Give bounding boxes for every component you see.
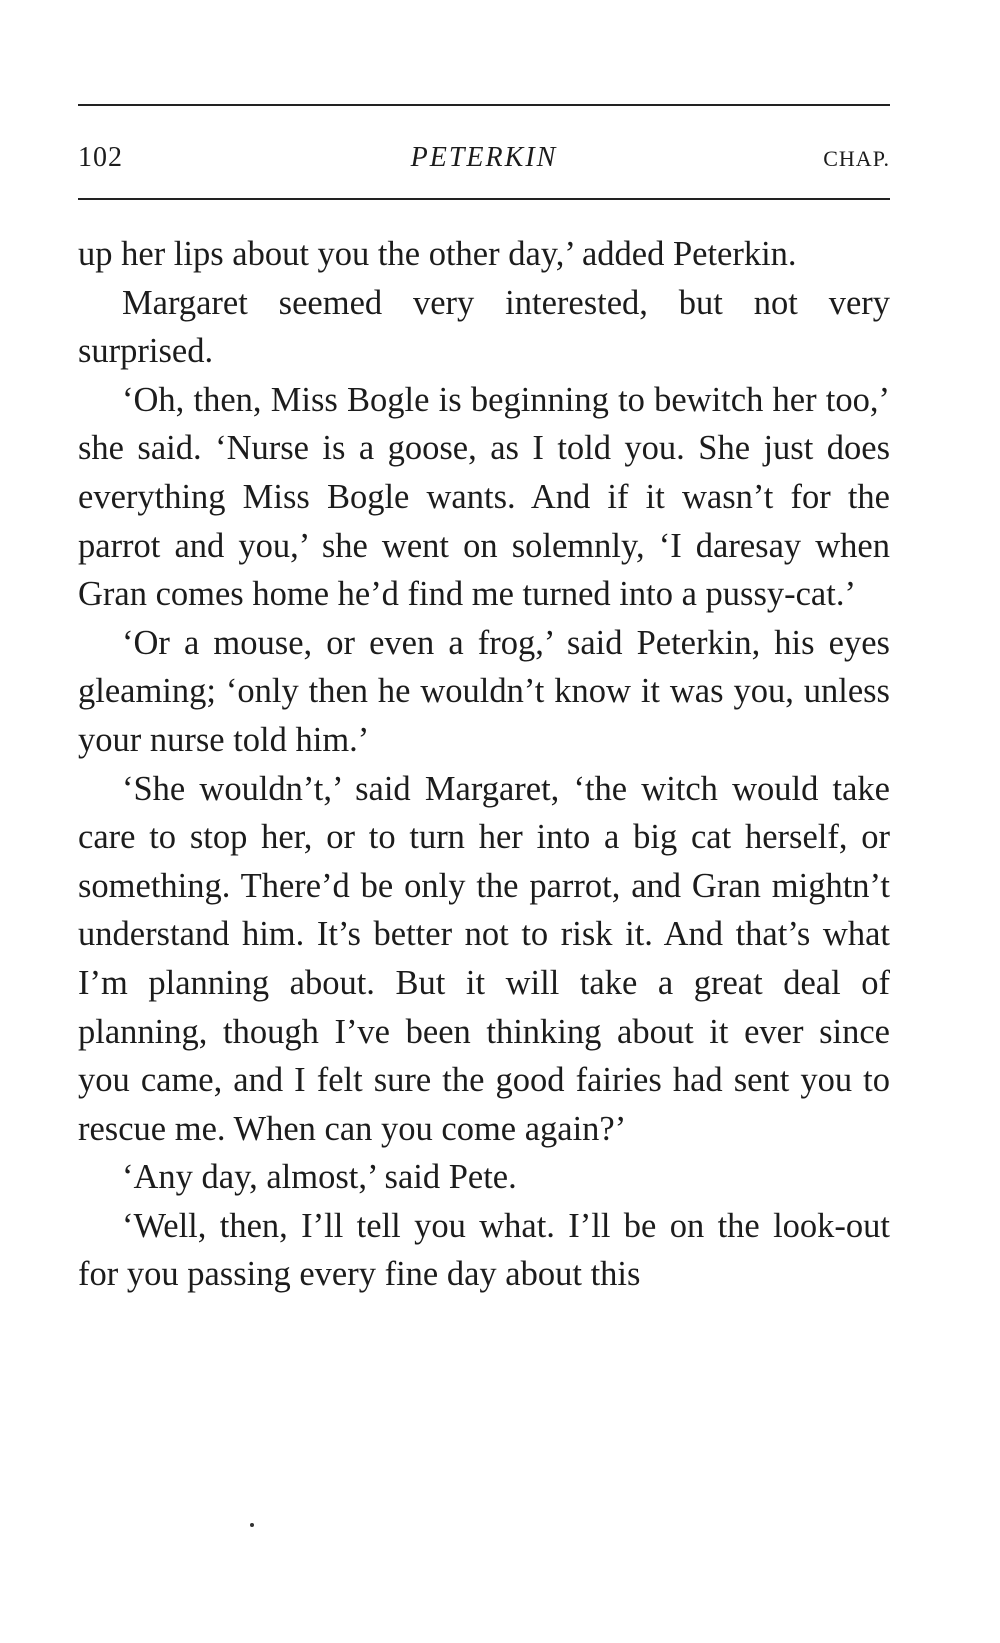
paragraph: ‘Or a mouse, or even a frog,’ said Peterkin, his eyes gleaming; ‘only then he wouldn’t know it was you, unless your nurse told him.’ xyxy=(78,623,890,759)
section-label: CHAP. xyxy=(823,146,890,171)
paragraph: ‘Any day, almost,’ said Pete. xyxy=(122,1158,517,1197)
body-text xyxy=(78,230,890,1299)
paragraph-continuation: up her lips about you the other day,’ added Peterkin. xyxy=(78,235,797,273)
page-header xyxy=(78,106,890,198)
paragraph-continues: ‘Well, then, I’ll tell you what. I’ll be on the look-out for you passing every fine day about this xyxy=(78,1206,890,1294)
paragraph: ‘Oh, then, Miss Bogle is beginning to bewitch her too,’ she said. ‘Nurse is a goose, as I told you. She just does everything Miss Bogle wants. And if it wasn’t for the parrot and you,’ she went on solemnly, ‘I daresay when Gran comes home he’d find me turned into a pussy-cat.’ xyxy=(78,380,890,614)
paper-speck xyxy=(250,1523,254,1527)
header-bottom-rule xyxy=(78,198,890,200)
running-title: PETERKIN xyxy=(410,142,558,173)
paragraph: Margaret seemed very interested, but not very surprised. xyxy=(78,283,890,371)
paragraph: ‘She wouldn’t,’ said Margaret, ‘the witch would take care to stop her, or to turn her into a big cat herself, or something. There’d be only the parrot, and Gran mightn’t understand him. It’s better not to risk it. And that’s what I’m planning about. But it will take a great deal of planning, though I’ve been thinking about it ever since you came, and I felt sure the good fairies had sent you to rescue me. When can you come again?’ xyxy=(78,769,890,1148)
book-page xyxy=(78,104,890,1299)
page-number: 102 xyxy=(78,142,123,173)
